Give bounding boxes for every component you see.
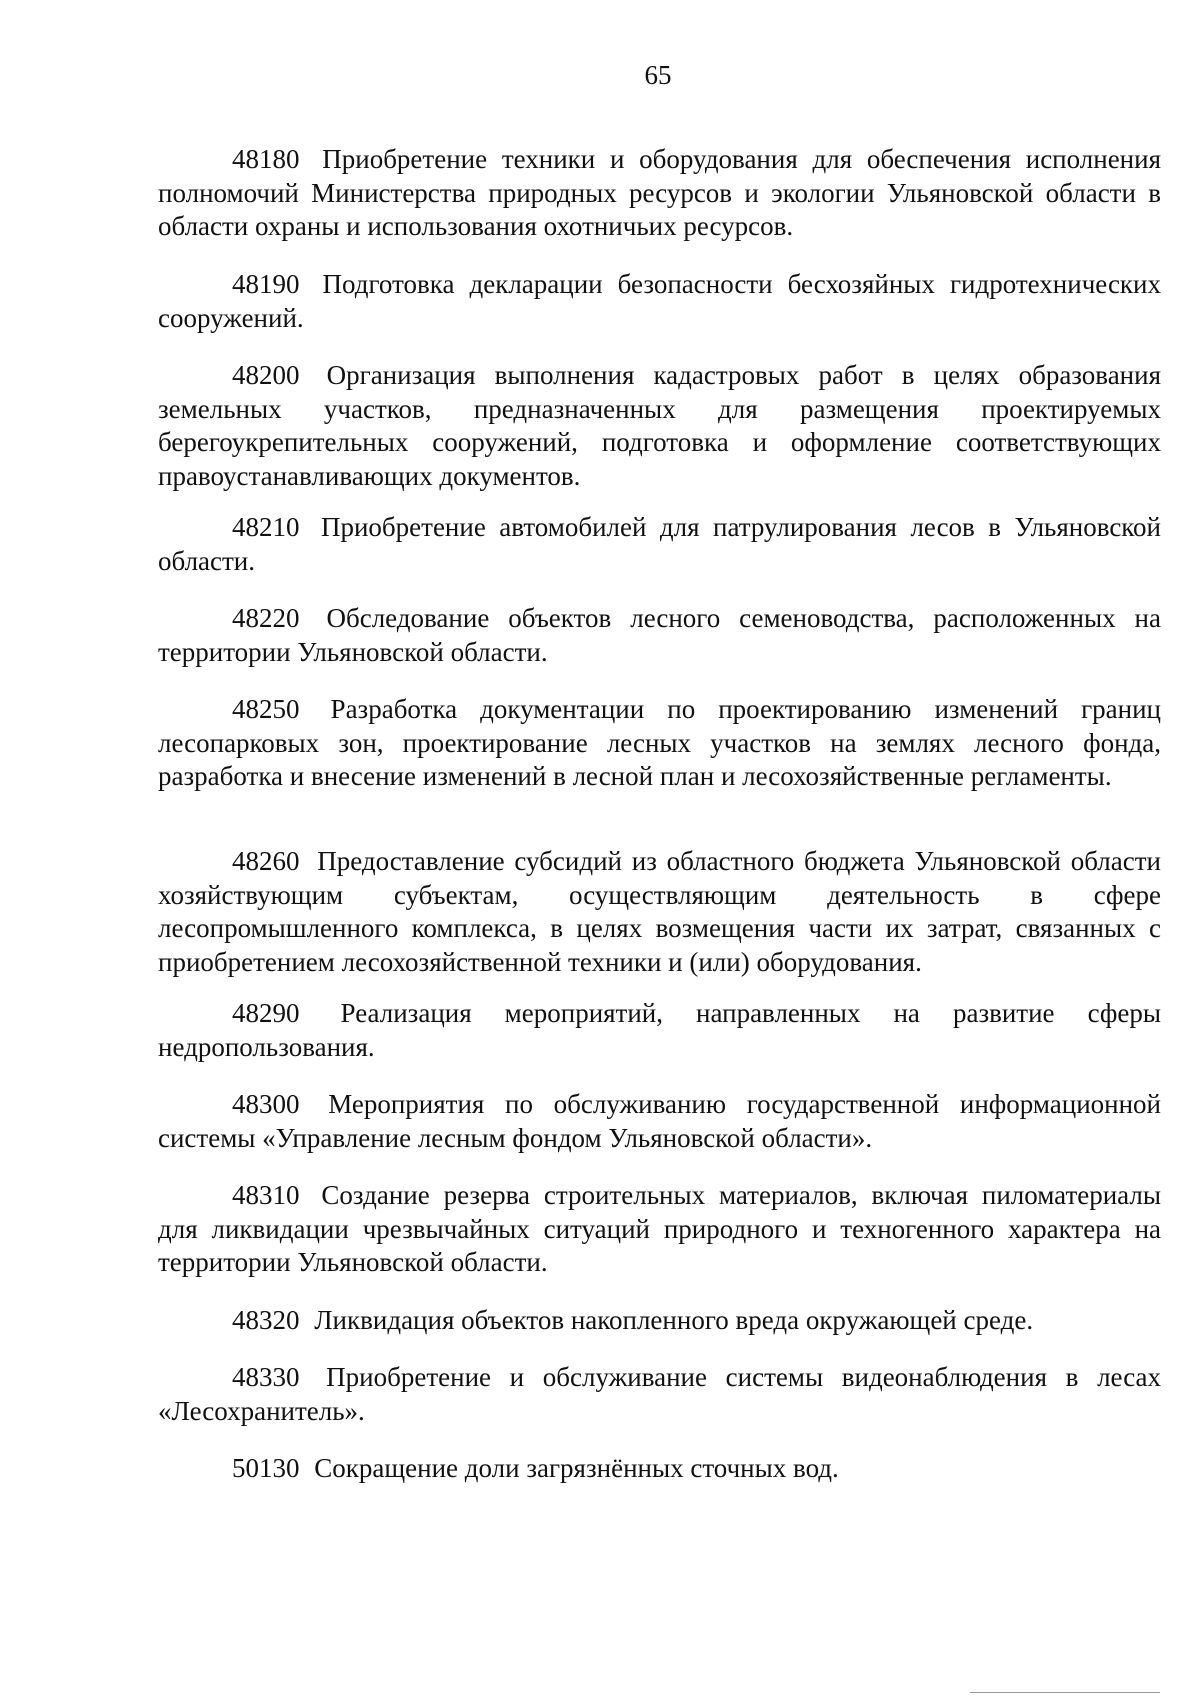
entry-text: Приобретение и обслуживание системы видеонаблюдения в лесах «Лесохранитель». [158,1362,1161,1426]
entry-48220 [158,602,1161,669]
entry-text: Предоставление субсидий из областного бюджета Ульяновской области хозяйствующим субъектам, осуществляющим деятельность в сфере лесопромышленного комплекса, в целях возмещения части их затрат, связанных с приобретением лесохозяйственной техники и (или) оборудования. [158,846,1161,977]
page-number: 65 [644,60,672,90]
entry-code: 48300 [232,1089,300,1119]
entry-48260 [158,845,1161,979]
entry-code: 48290 [232,998,300,1028]
entry-code: 48260 [232,846,300,876]
entry-text: Подготовка декларации безопасности бесхозяйных гидротехнических сооружений. [158,269,1161,333]
entry-48210 [158,511,1161,578]
entry-text: Приобретение автомобилей для патрулирования лесов в Ульяновской области. [158,512,1162,576]
entry-48320 [158,1304,1161,1338]
entry-48290 [158,997,1161,1064]
entry-code: 48330 [232,1362,300,1392]
entry-48330 [158,1361,1161,1428]
entry-code: 48180 [232,144,300,174]
entry-code: 48210 [232,512,300,542]
entry-code: 48250 [232,694,300,724]
entry-48250 [158,693,1161,794]
entry-code: 50130 [232,1453,300,1483]
entry-code: 48220 [232,603,300,633]
entry-code: 48320 [232,1305,300,1335]
entry-text: Обследование объектов лесного семеноводства, расположенных на территории Ульяновской области. [158,603,1161,667]
entry-text: Создание резерва строительных материалов, включая пиломатериалы для ликвидации чрезвычайных ситуаций природного и техногенного характера на территории Ульяновской области. [158,1180,1162,1277]
entry-48300 [158,1088,1161,1155]
entry-text: Мероприятия по обслуживанию государственной информационной системы «Управление лесным фондом Ульяновской области». [158,1089,1161,1153]
entry-text: Организация выполнения кадастровых работ в целях образования земельных участков, предназначенных для размещения проектируемых берегоукрепительных сооружений, подготовка и оформление соответствующих правоустанавливающих документов. [158,360,1162,491]
entry-text: Ликвидация объектов накопленного вреда окружающей среде. [314,1305,1034,1335]
entry-code: 48310 [232,1180,300,1210]
entry-code: 48200 [232,360,300,390]
entry-50130 [158,1452,1161,1486]
entry-code: 48190 [232,269,300,299]
entry-text: Приобретение техники и оборудования для обеспечения исполнения полномочий Министерства природных ресурсов и экологии Ульяновской области в области охраны и использования охотничьих ресурсов. [158,144,1162,241]
entry-text: Сокращение доли загрязнённых сточных вод. [314,1453,839,1483]
entry-text: Реализация мероприятий, направленных на развитие сферы недропользования. [158,998,1162,1062]
entry-48310 [158,1179,1161,1280]
entry-48200 [158,359,1161,493]
entry-text: Разработка документации по проектированию изменений границ лесопарковых зон, проектирование лесных участков на землях лесного фонда, разработка и внесение изменений в лесной план и лесохозяйственные регламенты. [158,694,1162,791]
entry-48180 [158,143,1161,244]
entry-48190 [158,268,1161,335]
footer-rule [970,1692,1160,1693]
